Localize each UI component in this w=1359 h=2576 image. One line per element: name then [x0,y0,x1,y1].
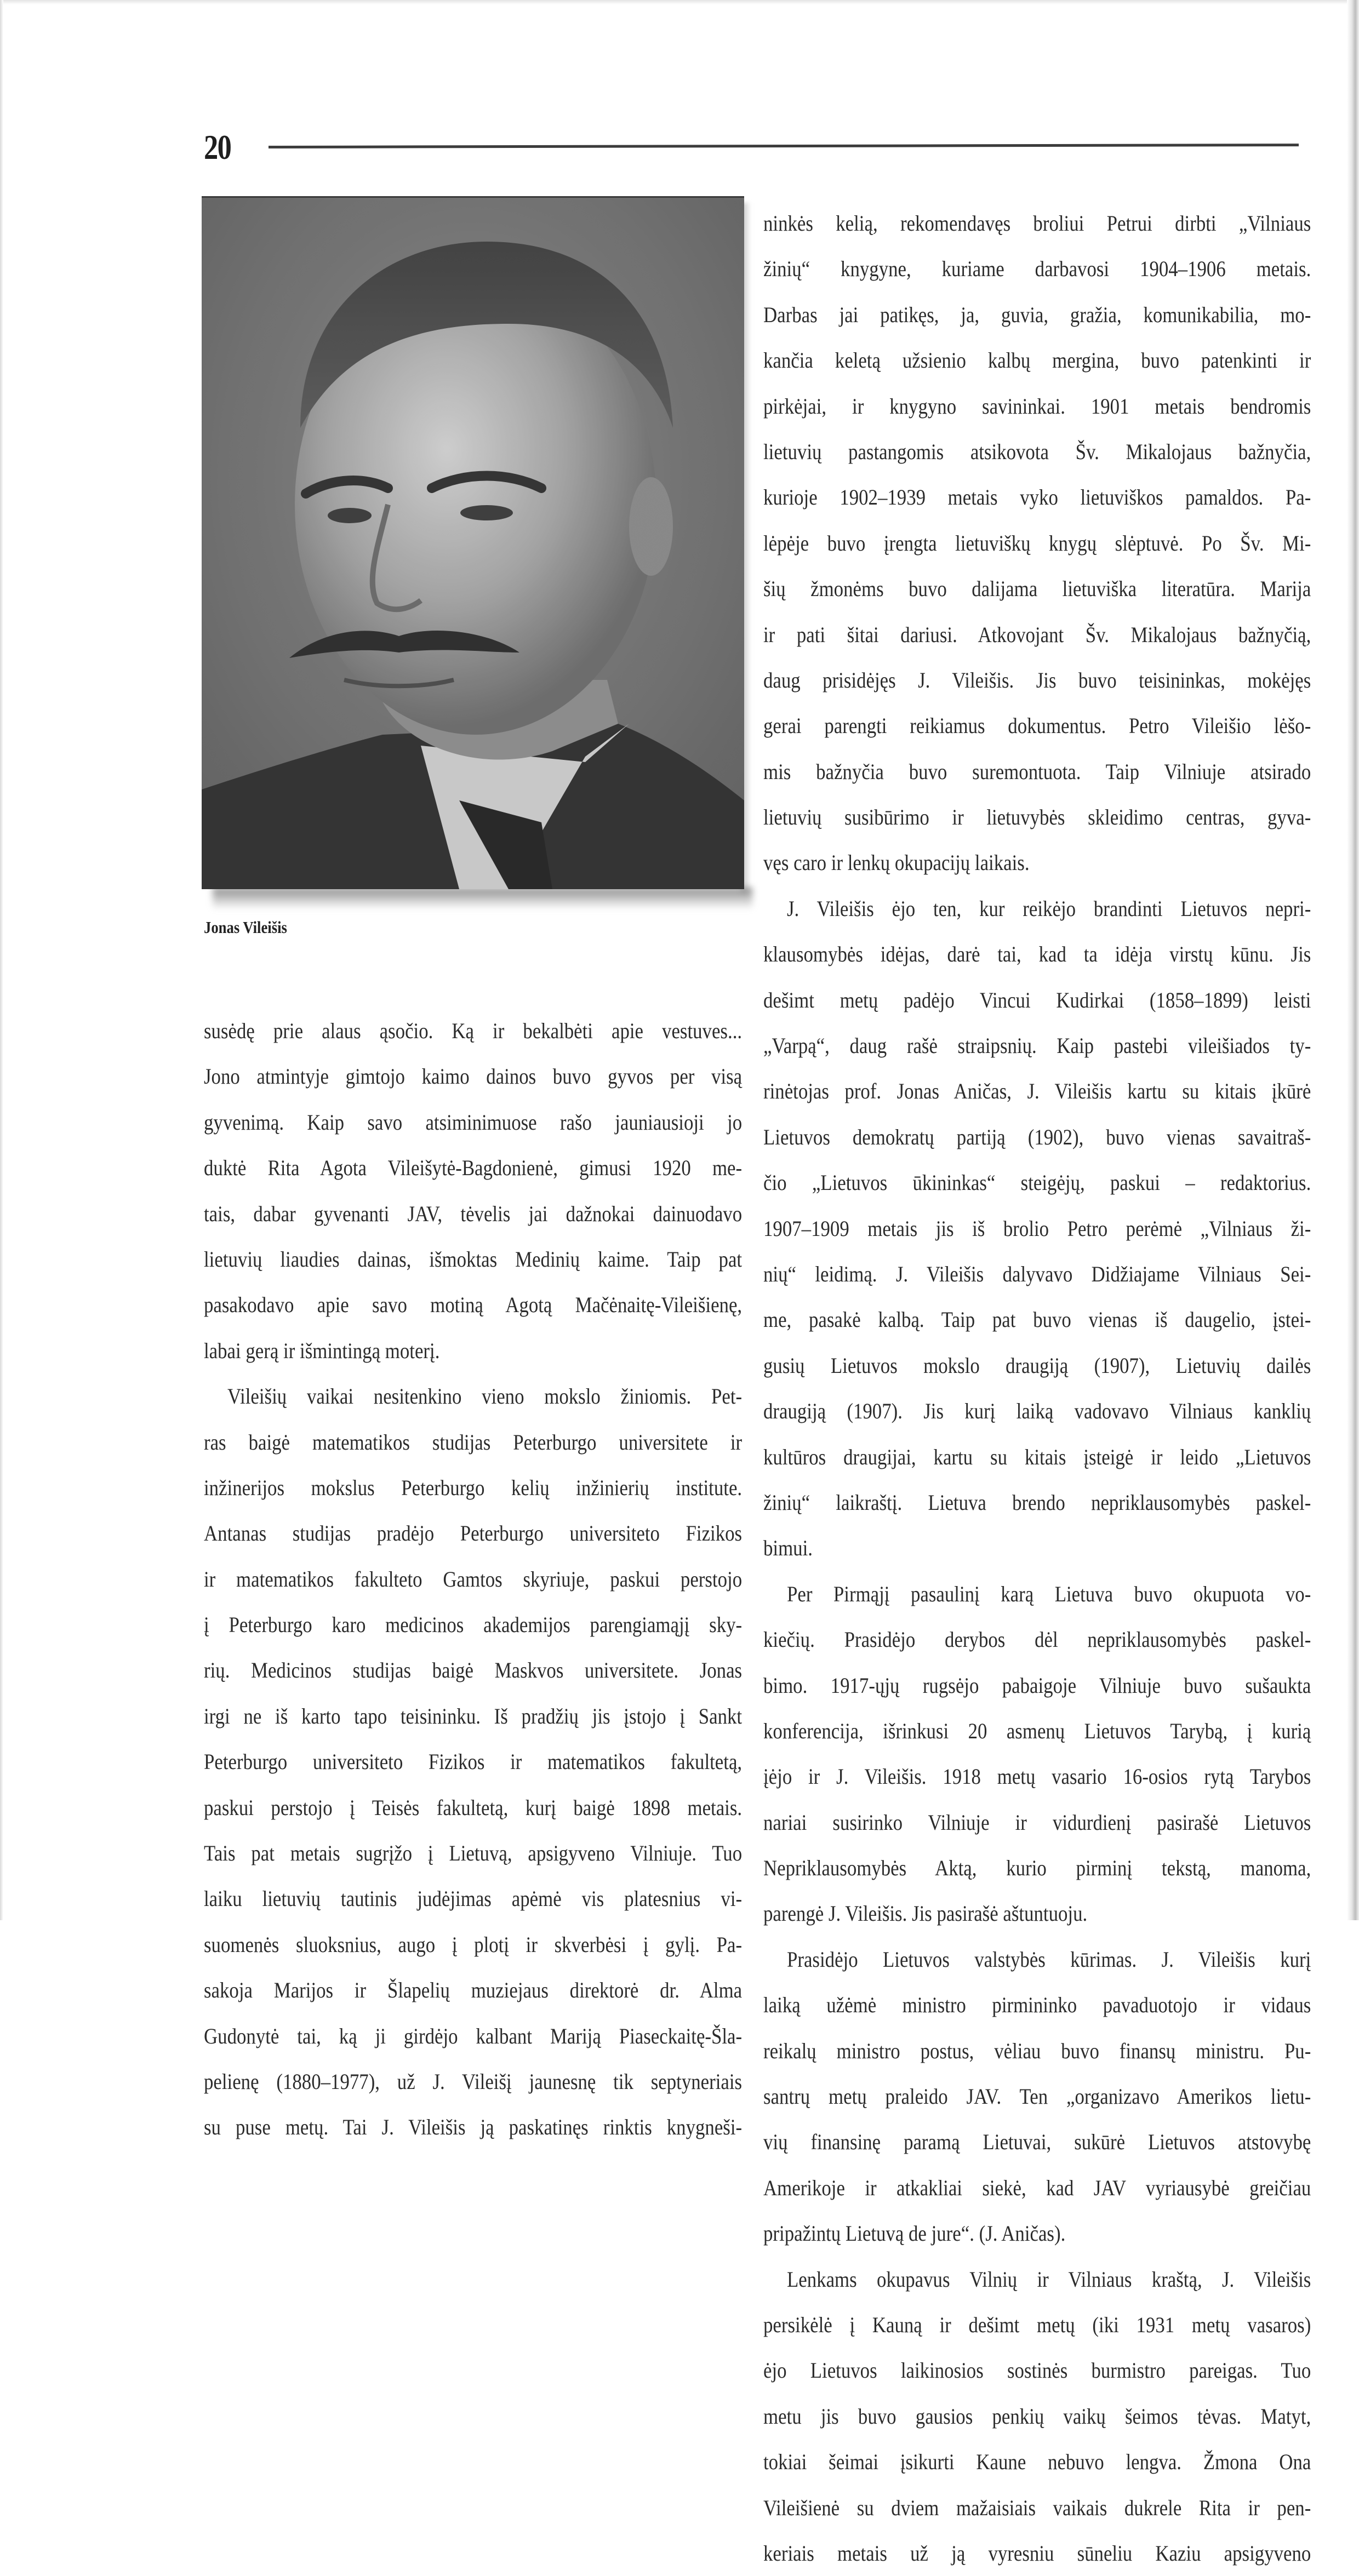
text-line: lietuvių susibūrimo ir lietuvybės skleidimo centras, gyva- [763,805,1311,830]
photo-caption: Jonas Vileišis [204,918,287,937]
text-line: čio „Lietuvos ūkininkas“ steigėjų, paskui – redaktorius. [763,1170,1311,1195]
text-line: ir matematikos fakulteto Gamtos skyriuje, paskui perstojo [204,1566,743,1592]
text-line: lėpėje buvo įrengta lietuviškų knygų slėptuvė. Po Šv. Mi- [763,530,1311,556]
text-line: persikėlė į Kauną ir dešimt metų (iki 1931 metų vasaros) [763,2312,1311,2337]
text-line: ras baigė matematikos studijas Peterburgo universitete ir [204,1429,743,1455]
text-line: vių finansinę paramą Lietuvai, sukūrė Lietuvos atstovybę [763,2130,1311,2155]
text-line: laiką užėmė ministro pirmininko pavaduotojo ir vidaus [763,1993,1311,2018]
portrait-figure [202,196,744,888]
text-line: dešimt metų padėjo Vincui Kudirkai (1858–1899) leisti [763,987,1311,1012]
text-line: gusių Lietuvos mokslo draugiją (1907), Lietuvių dailės [763,1353,1311,1378]
text-line: reikalų ministro postus, vėliau buvo finansų ministru. Pu- [763,2038,1311,2063]
text-line: draugiją (1907). Jis kurį laiką vadovavo Vilniaus kanklių [763,1399,1311,1424]
text-line: vęs caro ir lenkų okupacijų laikais. [763,850,1030,875]
portrait-photo [202,196,744,889]
text-line: suomenės sluoksnius, augo į plotį ir skverbėsi į gylį. Pa- [204,1932,743,1957]
text-line: Per Pirmąjį pasaulinį karą Lietuva buvo okupuota vo- [787,1581,1311,1606]
text-line: bimo. 1917-ųjų rugsėjo pabaigoje Vilniuje buvo sušaukta [763,1673,1311,1698]
text-line: nariai susirinko Vilniuje ir vidurdienį pasirašė Lietuvos [763,1810,1311,1835]
text-line: pripažintų Lietuvą de jure“. (J. Aničas). [763,2221,1066,2246]
text-line: į Peterburgo karo medicinos akademijos parengiamąjį sky- [204,1612,743,1638]
text-line: Tais pat metais sugrįžo į Lietuvą, apsigyveno Vilniuje. Tuo [204,1841,743,1866]
text-line: labai gerą ir išmintingą moterį. [204,1338,440,1363]
text-line: keriais metais už ją vyresniu sūneliu Kaziu apsigyveno [763,2540,1311,2566]
text-line: Nepriklausomybės Aktą, kurio pirminį tekstą, manoma, [763,1856,1311,1881]
photo-shadow [213,888,752,909]
text-line: Lietuvos demokratų partiją (1902), buvo vienas savaitraš- [763,1124,1311,1149]
header-rule [269,144,1299,148]
text-line: bimui. [763,1536,813,1561]
text-line: lietuvių liaudies dainas, išmoktas Medinių kaime. Taip pat [204,1246,743,1272]
text-line: nių“ leidimą. J. Vileišis dalyvavo Didžiajame Vilniaus Sei- [763,1261,1311,1286]
text-line: tais, dabar gyvenanti JAV, tėvelis jai dažnokai dainuodavo [204,1201,743,1226]
text-line: kančia keletą užsienio kalbų mergina, buvo patenkinti ir [763,348,1311,373]
text-line: Prasidėjo Lietuvos valstybės kūrimas. J. Vileišis kurį [787,1947,1311,1972]
text-line: laiku lietuvių tautinis judėjimas apėmė vis platesnius vi- [204,1886,743,1911]
portrait-illustration [202,198,744,889]
text-line: klausomybės idėjas, darė tai, kad ta idėja virstų kūnu. Jis [763,942,1311,967]
text-line: gyvenimą. Kaip savo atsiminimuose rašo jauniausioji jo [204,1109,743,1135]
text-line: „Varpą“, daug rašė straipsnių. Kaip pastebi vileišiados ty- [763,1033,1311,1058]
text-line: gerai parengti reikiamus dokumentus. Petro Vileišio lėšo- [763,713,1311,739]
text-line: Gudonytė tai, ką ji girdėjo kalbant Mariją Piaseckaitę-Šla- [204,2023,743,2048]
text-line: me, pasakė kalbą. Taip pat buvo vienas iš daugelio, įstei- [763,1307,1311,1332]
text-line: 1907–1909 metais jis iš brolio Petro perėmė „Vilniaus ži- [763,1216,1311,1241]
text-line: konferencija, išrinkusi 20 asmenų Lietuvos Tarybą, į kurią [763,1718,1311,1743]
text-line: J. Vileišis ėjo ten, kur reikėjo brandinti Lietuvos nepri- [787,896,1311,921]
text-line: ėjo Lietuvos laikinosios sostinės burmistro pareigas. Tuo [763,2358,1311,2383]
text-line: pasakodavo apie savo motiną Agotą Mačėnaitę-Vileišienę, [204,1292,743,1318]
text-line: pirkėjai, ir knygyno savininkai. 1901 metais bendromis [763,393,1311,419]
photo-grain [202,198,744,889]
scan-edge-right [1347,0,1359,1920]
text-line: Peterburgo universiteto Fizikos ir matematikos fakultetą, [204,1749,743,1774]
text-line: šių žmonėms buvo dalijama lietuviška literatūra. Marija [763,576,1311,602]
text-line: daug prisidėjęs J. Vileišis. Jis buvo teisininkas, mokėjęs [763,667,1311,692]
text-line: mis bažnyčia buvo suremontuota. Taip Vilniuje atsirado [763,759,1311,784]
text-line: Amerikoje ir atkakliai siekė, kad JAV vyriausybė greičiau [763,2175,1311,2200]
text-line: žinių“ laikraštį. Lietuva brendo nepriklausomybės paskel- [763,1490,1311,1515]
text-line: santrų metų praleido JAV. Ten „organizavo Amerikos lietu- [763,2084,1311,2109]
text-line: Lenkams okupavus Vilnių ir Vilniaus kraštą, J. Vileišis [787,2266,1311,2292]
text-line: Vileišienė su dviem mažaisiais vaikais dukrele Rita ir pen- [763,2495,1311,2520]
text-line: ir pati šitai dariusi. Atkovojant Šv. Mikalojaus bažnyčią, [763,622,1311,647]
text-line: paskui perstojo į Teisės fakultetą, kurį baigė 1898 metais. [204,1795,743,1820]
left-column-text [204,1008,742,2150]
text-line: Darbas jai patikęs, ja, guvia, gražia, komunikabilia, mo- [763,302,1311,327]
text-line: susėdę prie alaus ąsočio. Ką ir bekalbėti apie vestuves... [204,1018,743,1043]
text-line: inžinerijos mokslus Peterburgo kelių inžinierių institute. [204,1475,743,1500]
text-line: sakoja Marijos ir Šlapelių muziejaus direktorė dr. Alma [204,1978,743,2003]
text-line: ninkės kelią, rekomendavęs broliui Petrui dirbti „Vilniaus [763,211,1311,236]
text-line: tokiai šeimai įsikurti Kaune nebuvo lengva. Žmona Ona [763,2449,1311,2475]
text-line: pelienę (1880–1977), už J. Vileišį jaunesnę tik septyneriais [204,2069,743,2094]
text-line: Jono atmintyje gimtojo kaimo dainos buvo gyvos per visą [204,1064,743,1089]
text-line: Vileišių vaikai nesitenkino vieno mokslo žiniomis. Pet- [227,1384,743,1409]
right-column-text [763,201,1311,2576]
text-line: kiečių. Prasidėjo derybos dėl nepriklausomybės paskel- [763,1627,1311,1652]
scan-edge-top [0,0,1359,4]
text-line: irgi ne iš karto tapo teisininku. Iš pradžių jis įstojo į Sankt [204,1703,743,1728]
text-line: kurioje 1902–1939 metais vyko lietuviškos pamaldos. Pa- [763,485,1311,510]
text-line: įėjo ir J. Vileišis. 1918 metų vasario 16-osios rytą Tarybos [763,1764,1311,1789]
text-line: lietuvių pastangomis atsikovota Šv. Mikalojaus bažnyčia, [763,439,1311,464]
text-line: metu jis buvo gausios penkių vaikų šeimos tėvas. Matyt, [763,2403,1311,2429]
text-line: rių. Medicinos studijas baigė Maskvos universitete. Jonas [204,1658,743,1683]
text-line: Antanas studijas pradėjo Peterburgo universiteto Fizikos [204,1521,743,1546]
text-line: rinėtojas prof. Jonas Aničas, J. Vileišis kartu su kitais įkūrė [763,1079,1311,1104]
text-line: parengė J. Vileišis. Jis pasirašė aštuntuoju. [763,1901,1088,1926]
text-line: žinių“ knygyne, kuriame darbavosi 1904–1906 metais. [763,256,1311,282]
scan-edge-left [0,0,3,1920]
text-line: kultūros draugijai, kartu su kitais įsteigė ir leido „Lietuvos [763,1444,1311,1469]
text-line: duktė Rita Agota Vileišytė-Bagdonienė, gimusi 1920 me- [204,1155,743,1181]
page-number: 20 [204,128,231,167]
text-line: su puse metų. Tai J. Vileišis ją paskatinęs rinktis knygneši- [204,2115,743,2140]
